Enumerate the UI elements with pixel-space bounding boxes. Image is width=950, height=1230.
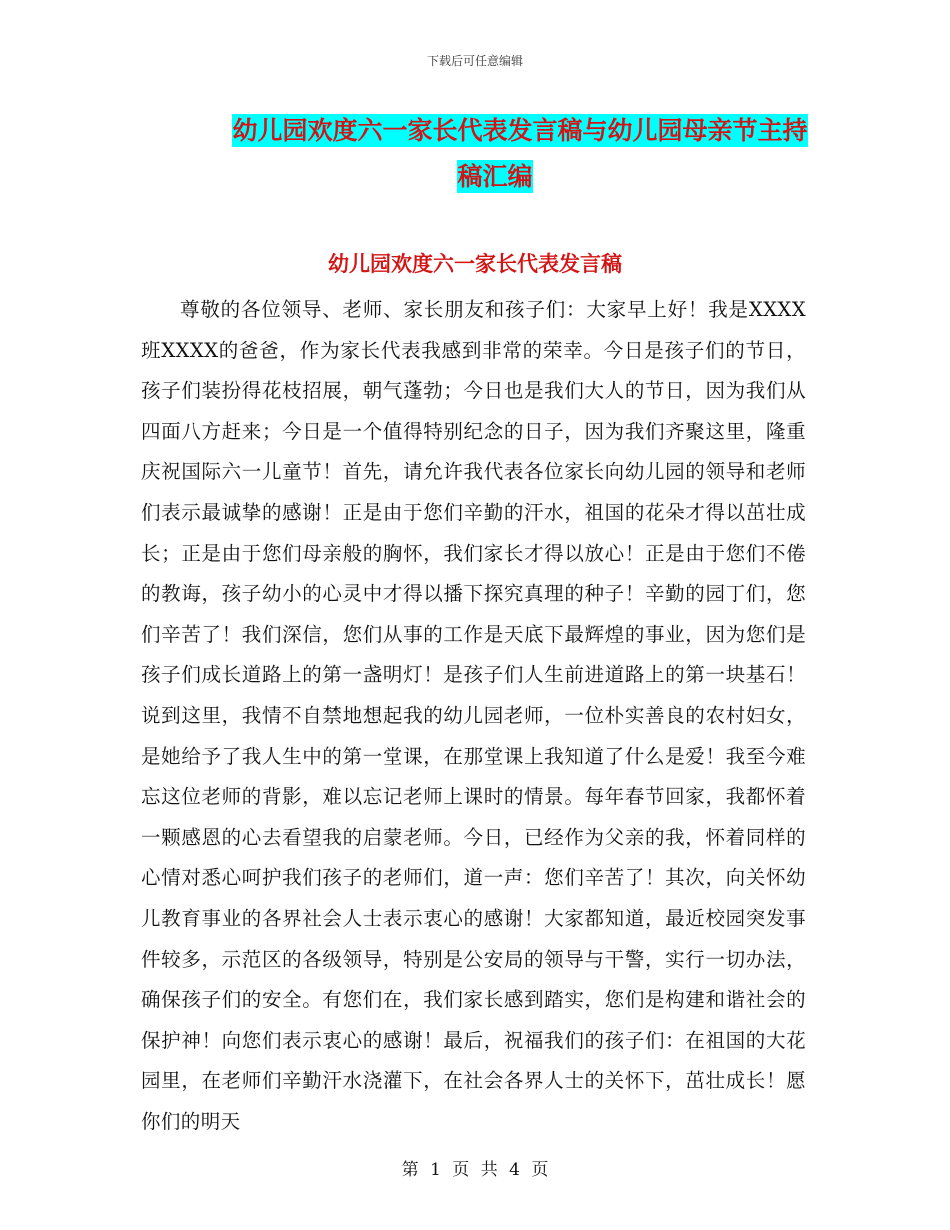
title-highlight-1: 幼儿园欢度六一家长代表发言稿与幼儿园母亲节主持 — [232, 116, 808, 145]
title-highlight-2: 稿汇编 — [457, 162, 533, 191]
document-title — [145, 108, 845, 200]
document-title-line-1 — [145, 108, 845, 154]
page-footer-number: 第 1 页 共 4 页 — [401, 1160, 549, 1180]
page-header-note: 下载后可任意编辑 — [426, 54, 523, 68]
section-heading: 幼儿园欢度六一家长代表发言稿 — [328, 252, 622, 276]
document-title-line-2 — [145, 154, 845, 200]
body-paragraph: 尊敬的各位领导、老师、家长朋友和孩子们：大家早上好！我是XXXX班XXXX的爸爸，作为家长代表我感到非常的荣幸。今日是孩子们的节日，孩子们装扮得花枝招展，朝气蓬勃；今日也是我们大人的节日，因为我们从四面八方赶来；今日是一个值得特别纪念的日子，因为我们齐聚这里，隆重庆祝国际六一儿童节！首先，请允许我代表各位家长向幼儿园的领导和老师们表示最诚挚的感谢！正是由于您们辛勤的汗水，祖国的花朵才得以茁壮成长；正是由于您们母亲般的胸怀，我们家长才得以放心！正是由于您们不倦的教诲，孩子幼小的心灵中才得以播下探究真理的种子！辛勤的园丁们，您们辛苦了！我们深信，您们从事的工作是天底下最辉煌的事业，因为您们是孩子们成长道路上的第一盏明灯！是孩子们人生前进道路上的第一块基石！说到这里，我情不自禁地想起我的幼儿园老师，一位朴实善良的农村妇女，是她给予了我人生中的第一堂课，在那堂课上我知道了什么是爱！我至今难忘这位老师的背影，难以忘记老师上课时的情景。每年春节回家，我都怀着一颗感恩的心去看望我的启蒙老师。今日，已经作为父亲的我，怀着同样的心情对悉心呵护我们孩子的老师们，道一声：您们辛苦了！其次，向关怀幼儿教育事业的各界社会人士表示衷心的感谢！大家都知道，最近校园突发事件较多，示范区的各级领导，特别是公安局的领导与干警，实行一切办法，确保孩子们的安全。有您们在，我们家长感到踏实，您们是构建和谐社会的保护神！向您们表示衷心的感谢！最后，祝福我们的孩子们：在祖国的大花园里，在老师们辛勤汗水浇灌下，在社会各界人士的关怀下，茁壮成长！愿你们的明天 — [141, 298, 806, 1133]
